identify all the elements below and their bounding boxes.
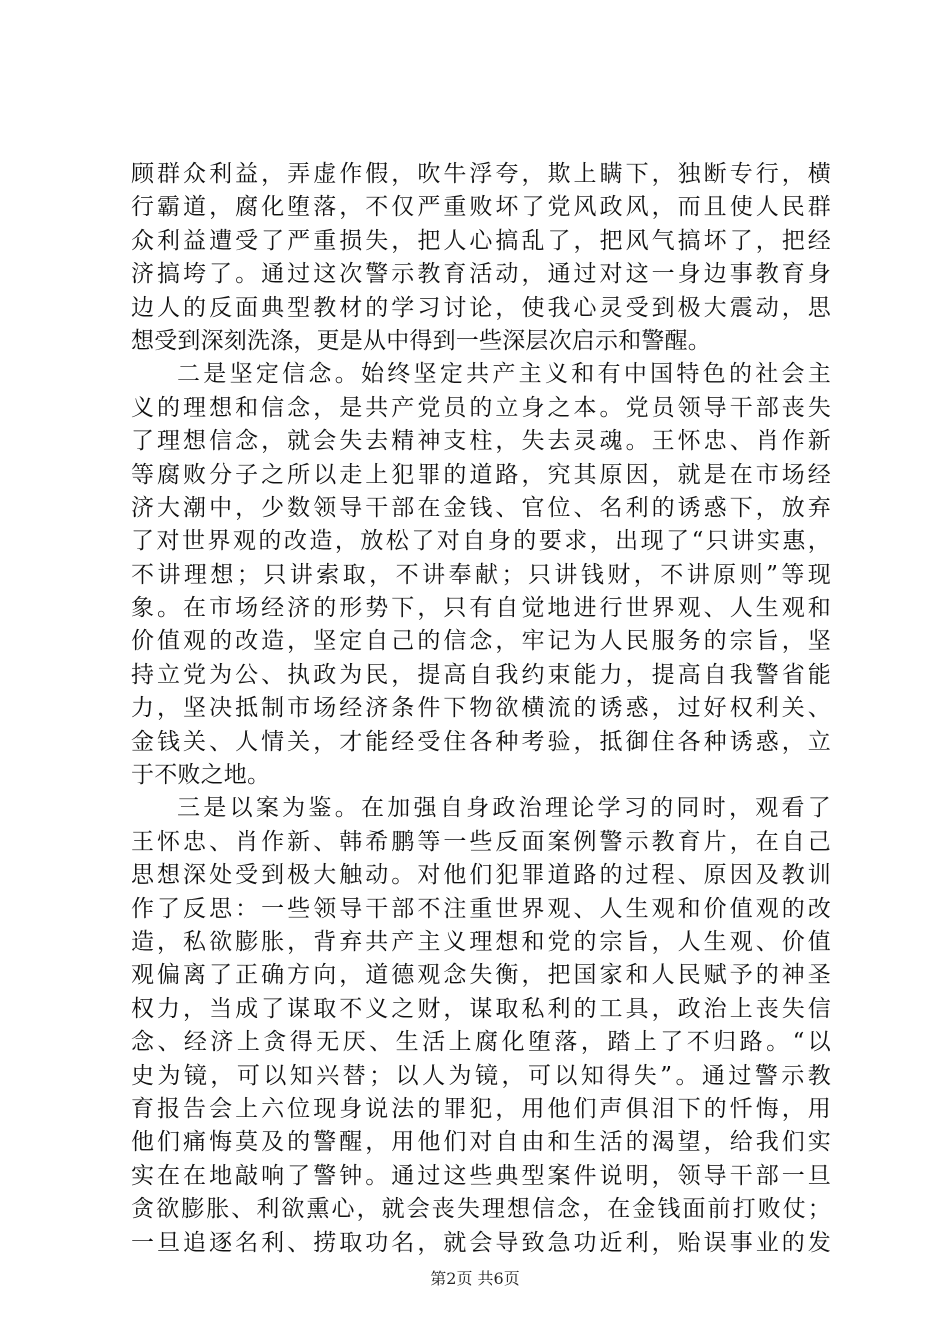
text-line: 思想深处受到极大触动。对他们犯罪道路的过程、原因及教训 [131,862,831,889]
text-line: 史为镜，可以知兴替；以人为镜，可以知得失”。通过警示教 [131,1062,831,1089]
text-line: 价值观的改造，坚定自己的信念，牢记为人民服务的宗旨，坚 [131,628,831,655]
text-line: 了理想信念，就会失去精神支柱，失去灵魂。王怀忠、肖作新 [131,428,831,455]
text-line: 顾群众利益，弄虚作假，吹牛浮夸，欺上瞒下，独断专行，横 [131,161,831,187]
text-line: 义的理想和信念，是共产党员的立身之本。党员领导干部丧失 [131,394,831,421]
text-line: 一旦追逐名利、捞取功名，就会导致急功近利，贻误事业的发 [131,1229,831,1256]
paragraph-start-line: 三是以案为鉴。在加强自身政治理论学习的同时，观看了 [177,795,831,822]
text-line: 济大潮中，少数领导干部在金钱、官位、名利的诱惑下，放弃 [131,494,831,521]
text-line: 育报告会上六位现身说法的罪犯，用他们声俱泪下的忏悔，用 [131,1095,831,1122]
paragraph-start-line: 二是坚定信念。始终坚定共产主义和有中国特色的社会主 [177,361,831,388]
text-line: 作了反思：一些领导干部不注重世界观、人生观和价值观的改 [131,895,831,922]
text-line: 行霸道，腐化堕落，不仅严重败坏了党风政风，而且使人民群 [131,194,831,221]
text-line: 观偏离了正确方向，道德观念失衡，把国家和人民赋予的神圣 [131,962,831,989]
text-line: 想受到深刻洗涤，更是从中得到一些深层次启示和警醒。 [131,327,711,354]
text-line: 众利益遭受了严重损失，把人心搞乱了，把风气搞坏了，把经 [131,227,831,254]
text-line: 贪欲膨胀、利欲熏心，就会丧失理想信念，在金钱面前打败仗； [131,1196,831,1223]
text-line: 边人的反面典型教材的学习讨论，使我心灵受到极大震动，思 [131,294,831,321]
text-line: 不讲理想；只讲索取，不讲奉献；只讲钱财，不讲原则”等现 [131,561,831,588]
text-line: 了对世界观的改造，放松了对自身的要求，出现了“只讲实惠， [131,528,831,555]
text-line: 金钱关、人情关，才能经受住各种考验，抵御住各种诱惑，立 [131,728,831,755]
text-line: 济搞垮了。通过这次警示教育活动，通过对这一身边事教育身 [131,261,831,288]
text-line: 持立党为公、执政为民，提高自我约束能力，提高自我警省能 [131,661,831,688]
text-line: 力，坚决抵制市场经济条件下物欲横流的诱惑，过好权利关、 [131,695,831,722]
text-line: 权力，当成了谋取不义之财，谋取私利的工具，政治上丧失信 [131,995,831,1022]
text-line: 于不败之地。 [131,762,271,789]
text-line: 象。在市场经济的形势下，只有自觉地进行世界观、人生观和 [131,595,831,622]
text-line: 念、经济上贪得无厌、生活上腐化堕落，踏上了不归路。“以 [131,1029,831,1056]
page-number-footer: 第2页 共6页 [430,1269,520,1288]
text-line: 造，私欲膨胀，背弃共产主义理想和党的宗旨，人生观、价值 [131,928,831,955]
text-line: 实在在地敲响了警钟。通过这些典型案件说明，领导干部一旦 [131,1162,831,1189]
document-body [131,158,831,1260]
text-line: 他们痛悔莫及的警醒，用他们对自由和生活的渴望，给我们实 [131,1129,831,1156]
text-line: 王怀忠、肖作新、韩希鹏等一些反面案例警示教育片，在自己 [131,828,831,855]
text-line: 等腐败分子之所以走上犯罪的道路，究其原因，就是在市场经 [131,461,831,488]
